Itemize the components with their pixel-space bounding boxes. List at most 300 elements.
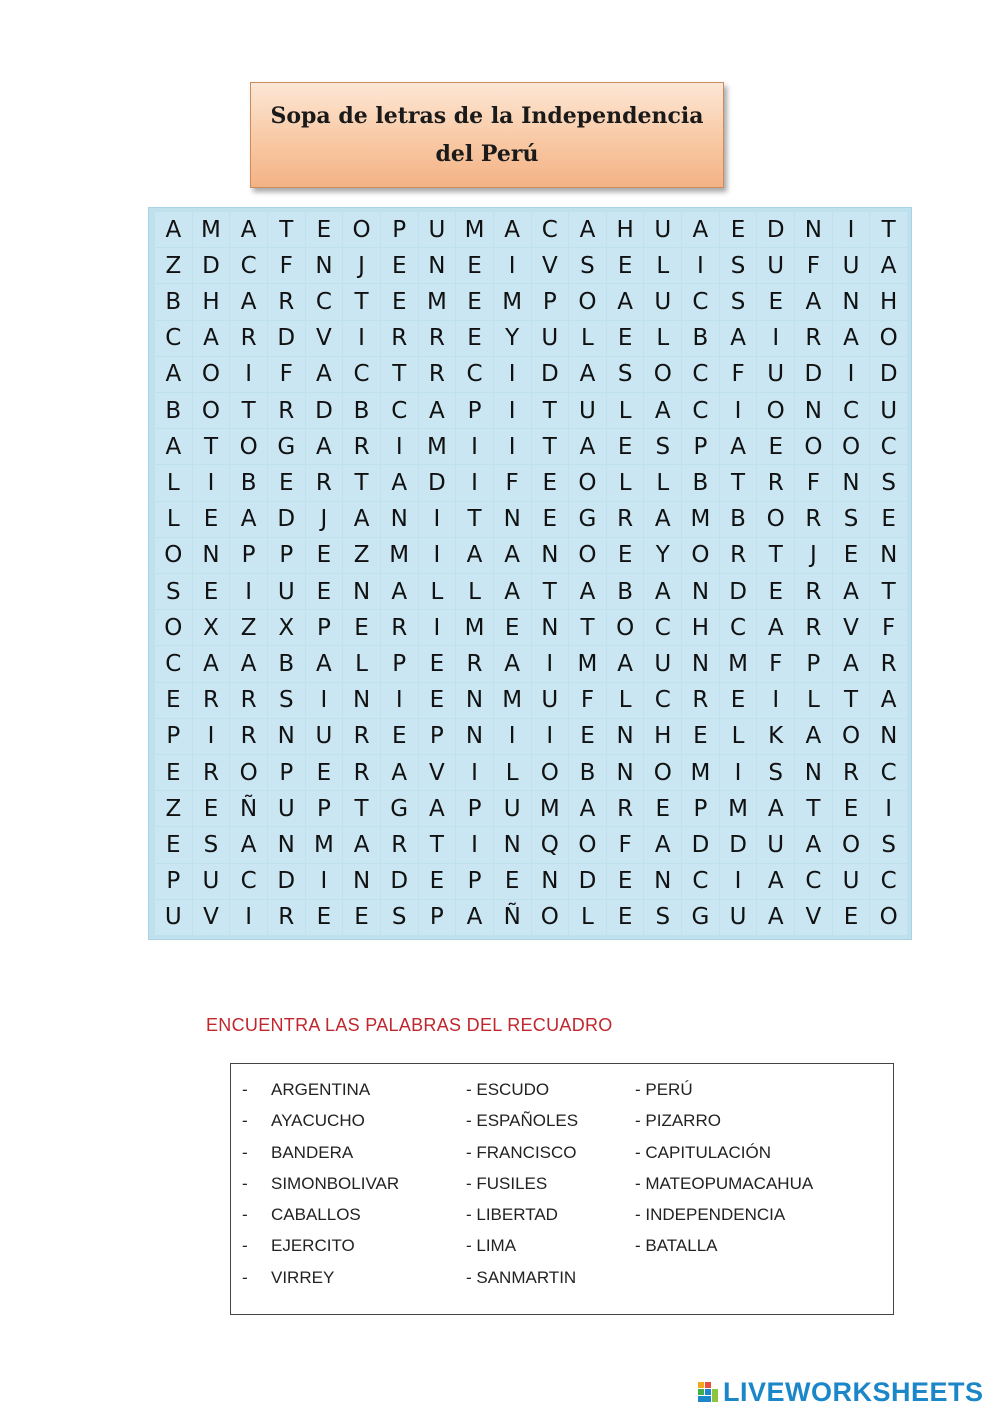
grid-cell[interactable]: E (343, 900, 380, 935)
grid-cell[interactable]: L (720, 719, 757, 754)
grid-cell[interactable]: N (682, 646, 719, 681)
grid-cell[interactable]: F (569, 683, 606, 718)
grid-cell[interactable]: R (193, 755, 230, 790)
grid-cell[interactable]: A (795, 827, 832, 862)
grid-cell[interactable]: A (381, 465, 418, 500)
grid-cell[interactable]: G (569, 502, 606, 537)
grid-cell[interactable]: R (268, 393, 305, 428)
grid-cell[interactable]: R (230, 719, 267, 754)
grid-cell[interactable]: D (268, 321, 305, 356)
grid-cell[interactable]: T (268, 212, 305, 247)
grid-cell[interactable]: E (833, 538, 870, 573)
grid-cell[interactable]: A (569, 574, 606, 609)
grid-cell[interactable]: N (870, 538, 907, 573)
grid-cell[interactable]: C (230, 864, 267, 899)
grid-cell[interactable]: C (532, 212, 569, 247)
grid-cell[interactable]: I (494, 357, 531, 392)
grid-cell[interactable]: T (532, 393, 569, 428)
grid-cell[interactable]: E (607, 538, 644, 573)
grid-cell[interactable]: E (193, 791, 230, 826)
grid-cell[interactable]: N (833, 284, 870, 319)
grid-cell[interactable]: L (644, 248, 681, 283)
grid-cell[interactable]: Q (532, 827, 569, 862)
grid-cell[interactable]: U (757, 827, 794, 862)
grid-cell[interactable]: I (381, 429, 418, 464)
grid-cell[interactable]: B (230, 465, 267, 500)
grid-cell[interactable]: O (343, 212, 380, 247)
grid-cell[interactable]: A (343, 502, 380, 537)
grid-cell[interactable]: R (607, 502, 644, 537)
grid-cell[interactable]: U (720, 900, 757, 935)
grid-cell[interactable]: U (193, 864, 230, 899)
grid-cell[interactable]: A (193, 646, 230, 681)
grid-cell[interactable]: N (607, 719, 644, 754)
word-search-grid[interactable] (148, 207, 912, 940)
grid-cell[interactable]: O (833, 429, 870, 464)
grid-cell[interactable]: P (795, 646, 832, 681)
grid-cell[interactable]: O (682, 538, 719, 573)
grid-cell[interactable]: R (870, 646, 907, 681)
grid-cell[interactable]: N (343, 864, 380, 899)
grid-cell[interactable]: I (870, 791, 907, 826)
grid-cell[interactable]: A (155, 212, 192, 247)
grid-cell[interactable]: V (795, 900, 832, 935)
grid-cell[interactable]: A (644, 574, 681, 609)
grid-cell[interactable]: I (494, 248, 531, 283)
grid-cell[interactable]: N (607, 755, 644, 790)
grid-cell[interactable]: E (456, 248, 493, 283)
grid-cell[interactable]: E (569, 719, 606, 754)
grid-cell[interactable]: I (494, 719, 531, 754)
grid-cell[interactable]: T (343, 791, 380, 826)
grid-cell[interactable]: Z (155, 248, 192, 283)
grid-cell[interactable]: M (720, 791, 757, 826)
grid-cell[interactable]: U (155, 900, 192, 935)
grid-cell[interactable]: T (419, 827, 456, 862)
grid-cell[interactable]: E (193, 502, 230, 537)
grid-cell[interactable]: E (268, 465, 305, 500)
grid-cell[interactable]: J (306, 502, 343, 537)
grid-cell[interactable]: O (155, 538, 192, 573)
grid-cell[interactable]: O (193, 393, 230, 428)
grid-cell[interactable]: A (494, 212, 531, 247)
grid-cell[interactable]: O (532, 755, 569, 790)
grid-cell[interactable]: R (268, 284, 305, 319)
grid-cell[interactable]: N (532, 864, 569, 899)
grid-cell[interactable]: O (193, 357, 230, 392)
grid-cell[interactable]: F (607, 827, 644, 862)
grid-cell[interactable]: M (494, 284, 531, 319)
grid-cell[interactable]: S (870, 465, 907, 500)
grid-cell[interactable]: O (833, 827, 870, 862)
grid-cell[interactable]: E (607, 900, 644, 935)
grid-cell[interactable]: E (155, 755, 192, 790)
grid-cell[interactable]: O (230, 755, 267, 790)
grid-cell[interactable]: R (682, 683, 719, 718)
grid-cell[interactable]: N (268, 827, 305, 862)
grid-cell[interactable]: F (494, 465, 531, 500)
grid-cell[interactable]: I (456, 429, 493, 464)
grid-cell[interactable]: U (569, 393, 606, 428)
grid-cell[interactable]: I (230, 574, 267, 609)
grid-cell[interactable]: A (230, 827, 267, 862)
grid-cell[interactable]: C (870, 864, 907, 899)
grid-cell[interactable]: A (456, 538, 493, 573)
grid-cell[interactable]: F (870, 610, 907, 645)
grid-cell[interactable]: A (569, 212, 606, 247)
grid-cell[interactable]: N (193, 538, 230, 573)
grid-cell[interactable]: M (193, 212, 230, 247)
grid-cell[interactable]: I (720, 755, 757, 790)
grid-cell[interactable]: N (381, 502, 418, 537)
grid-cell[interactable]: L (343, 646, 380, 681)
grid-cell[interactable]: T (230, 393, 267, 428)
grid-cell[interactable]: F (795, 248, 832, 283)
grid-cell[interactable]: T (870, 574, 907, 609)
grid-cell[interactable]: N (795, 212, 832, 247)
grid-cell[interactable]: Y (494, 321, 531, 356)
grid-cell[interactable]: R (381, 610, 418, 645)
grid-cell[interactable]: E (193, 574, 230, 609)
grid-cell[interactable]: A (757, 900, 794, 935)
grid-cell[interactable]: U (268, 574, 305, 609)
grid-cell[interactable]: R (230, 683, 267, 718)
grid-cell[interactable]: C (155, 646, 192, 681)
grid-cell[interactable]: A (230, 284, 267, 319)
grid-cell[interactable]: C (644, 610, 681, 645)
grid-cell[interactable]: N (870, 719, 907, 754)
grid-cell[interactable]: S (644, 429, 681, 464)
grid-cell[interactable]: E (155, 827, 192, 862)
grid-cell[interactable]: S (757, 755, 794, 790)
grid-cell[interactable]: R (343, 429, 380, 464)
grid-cell[interactable]: A (569, 357, 606, 392)
grid-cell[interactable]: S (720, 248, 757, 283)
grid-cell[interactable]: D (419, 465, 456, 500)
grid-cell[interactable]: L (644, 465, 681, 500)
grid-cell[interactable]: V (419, 755, 456, 790)
grid-cell[interactable]: R (419, 357, 456, 392)
grid-cell[interactable]: E (306, 212, 343, 247)
grid-cell[interactable]: I (193, 719, 230, 754)
grid-cell[interactable]: V (532, 248, 569, 283)
grid-cell[interactable]: L (569, 900, 606, 935)
grid-cell[interactable]: J (343, 248, 380, 283)
grid-cell[interactable]: Y (644, 538, 681, 573)
grid-cell[interactable]: R (419, 321, 456, 356)
grid-cell[interactable]: F (268, 248, 305, 283)
grid-cell[interactable]: E (494, 864, 531, 899)
grid-cell[interactable]: R (343, 755, 380, 790)
grid-cell[interactable]: R (757, 465, 794, 500)
grid-cell[interactable]: T (833, 683, 870, 718)
grid-cell[interactable]: A (343, 827, 380, 862)
grid-cell[interactable]: A (306, 429, 343, 464)
grid-cell[interactable]: S (193, 827, 230, 862)
grid-cell[interactable]: A (870, 248, 907, 283)
grid-cell[interactable]: N (419, 248, 456, 283)
grid-cell[interactable]: N (268, 719, 305, 754)
grid-cell[interactable]: C (682, 864, 719, 899)
grid-cell[interactable]: R (193, 683, 230, 718)
grid-cell[interactable]: L (456, 574, 493, 609)
grid-cell[interactable]: E (644, 791, 681, 826)
grid-cell[interactable]: A (833, 646, 870, 681)
grid-cell[interactable]: A (870, 683, 907, 718)
grid-cell[interactable]: Ñ (494, 900, 531, 935)
grid-cell[interactable]: I (494, 393, 531, 428)
grid-cell[interactable]: E (419, 864, 456, 899)
grid-cell[interactable]: I (381, 683, 418, 718)
grid-cell[interactable]: A (644, 393, 681, 428)
grid-cell[interactable]: N (532, 538, 569, 573)
grid-cell[interactable]: N (795, 393, 832, 428)
grid-cell[interactable]: T (532, 429, 569, 464)
grid-cell[interactable]: P (230, 538, 267, 573)
grid-cell[interactable]: O (569, 827, 606, 862)
grid-cell[interactable]: I (456, 827, 493, 862)
grid-cell[interactable]: U (644, 212, 681, 247)
grid-cell[interactable]: E (381, 248, 418, 283)
grid-cell[interactable]: U (833, 248, 870, 283)
grid-cell[interactable]: O (870, 900, 907, 935)
grid-cell[interactable]: T (720, 465, 757, 500)
grid-cell[interactable]: U (268, 791, 305, 826)
grid-cell[interactable]: A (720, 429, 757, 464)
grid-cell[interactable]: O (870, 321, 907, 356)
grid-cell[interactable]: S (381, 900, 418, 935)
grid-cell[interactable]: O (569, 538, 606, 573)
grid-cell[interactable]: C (870, 755, 907, 790)
grid-cell[interactable]: I (532, 646, 569, 681)
grid-cell[interactable]: V (833, 610, 870, 645)
grid-cell[interactable]: T (343, 465, 380, 500)
grid-cell[interactable]: T (870, 212, 907, 247)
grid-cell[interactable]: P (155, 864, 192, 899)
grid-cell[interactable]: E (607, 248, 644, 283)
grid-cell[interactable]: P (532, 284, 569, 319)
grid-cell[interactable]: E (607, 864, 644, 899)
grid-cell[interactable]: T (193, 429, 230, 464)
grid-cell[interactable]: Ñ (230, 791, 267, 826)
grid-cell[interactable]: F (795, 465, 832, 500)
grid-cell[interactable]: I (230, 357, 267, 392)
grid-cell[interactable]: S (833, 502, 870, 537)
grid-cell[interactable]: U (494, 791, 531, 826)
grid-cell[interactable]: N (795, 755, 832, 790)
grid-cell[interactable]: A (155, 357, 192, 392)
grid-cell[interactable]: F (720, 357, 757, 392)
grid-cell[interactable]: L (419, 574, 456, 609)
grid-cell[interactable]: L (155, 502, 192, 537)
grid-cell[interactable]: E (833, 791, 870, 826)
grid-cell[interactable]: R (456, 646, 493, 681)
grid-cell[interactable]: N (494, 827, 531, 862)
grid-cell[interactable]: E (494, 610, 531, 645)
grid-cell[interactable]: P (682, 791, 719, 826)
grid-cell[interactable]: J (795, 538, 832, 573)
grid-cell[interactable]: I (456, 755, 493, 790)
grid-cell[interactable]: L (155, 465, 192, 500)
grid-cell[interactable]: P (456, 791, 493, 826)
grid-cell[interactable]: E (419, 646, 456, 681)
grid-cell[interactable]: C (644, 683, 681, 718)
grid-cell[interactable]: S (870, 827, 907, 862)
grid-cell[interactable]: E (306, 538, 343, 573)
grid-cell[interactable]: H (870, 284, 907, 319)
grid-cell[interactable]: I (419, 610, 456, 645)
grid-cell[interactable]: A (419, 393, 456, 428)
grid-cell[interactable]: R (381, 321, 418, 356)
grid-cell[interactable]: I (230, 900, 267, 935)
grid-cell[interactable]: S (268, 683, 305, 718)
grid-cell[interactable]: U (870, 393, 907, 428)
grid-cell[interactable]: S (155, 574, 192, 609)
grid-cell[interactable]: B (607, 574, 644, 609)
grid-cell[interactable]: R (230, 321, 267, 356)
grid-cell[interactable]: A (230, 212, 267, 247)
grid-cell[interactable]: I (456, 465, 493, 500)
grid-cell[interactable]: A (155, 429, 192, 464)
grid-cell[interactable]: M (381, 538, 418, 573)
grid-cell[interactable]: A (494, 646, 531, 681)
grid-cell[interactable]: A (569, 791, 606, 826)
grid-cell[interactable]: E (757, 574, 794, 609)
grid-cell[interactable]: D (682, 827, 719, 862)
grid-cell[interactable]: O (569, 465, 606, 500)
grid-cell[interactable]: E (720, 683, 757, 718)
grid-cell[interactable]: A (682, 212, 719, 247)
grid-cell[interactable]: A (230, 502, 267, 537)
grid-cell[interactable]: N (682, 574, 719, 609)
grid-cell[interactable]: E (757, 429, 794, 464)
grid-cell[interactable]: I (833, 212, 870, 247)
grid-cell[interactable]: N (456, 683, 493, 718)
grid-cell[interactable]: A (757, 864, 794, 899)
grid-cell[interactable]: U (532, 683, 569, 718)
grid-cell[interactable]: E (607, 321, 644, 356)
grid-cell[interactable]: C (343, 357, 380, 392)
grid-cell[interactable]: M (532, 791, 569, 826)
grid-cell[interactable]: C (381, 393, 418, 428)
grid-cell[interactable]: A (644, 827, 681, 862)
grid-cell[interactable]: I (419, 502, 456, 537)
grid-cell[interactable]: H (682, 610, 719, 645)
grid-cell[interactable]: T (569, 610, 606, 645)
grid-cell[interactable]: G (682, 900, 719, 935)
grid-cell[interactable]: R (306, 465, 343, 500)
grid-cell[interactable]: P (456, 393, 493, 428)
grid-cell[interactable]: U (644, 646, 681, 681)
grid-cell[interactable]: R (268, 900, 305, 935)
grid-cell[interactable]: C (870, 429, 907, 464)
grid-cell[interactable]: S (644, 900, 681, 935)
grid-cell[interactable]: C (682, 357, 719, 392)
grid-cell[interactable]: A (456, 900, 493, 935)
grid-cell[interactable]: L (607, 683, 644, 718)
grid-cell[interactable]: C (682, 284, 719, 319)
grid-cell[interactable]: P (268, 538, 305, 573)
grid-cell[interactable]: A (230, 646, 267, 681)
grid-cell[interactable]: H (644, 719, 681, 754)
grid-cell[interactable]: O (833, 719, 870, 754)
grid-cell[interactable]: D (268, 864, 305, 899)
grid-cell[interactable]: L (569, 321, 606, 356)
grid-cell[interactable]: P (268, 755, 305, 790)
grid-cell[interactable]: C (720, 610, 757, 645)
grid-cell[interactable]: I (833, 357, 870, 392)
grid-cell[interactable]: A (607, 284, 644, 319)
grid-cell[interactable]: E (532, 465, 569, 500)
grid-cell[interactable]: I (306, 864, 343, 899)
grid-cell[interactable]: C (833, 393, 870, 428)
grid-cell[interactable]: N (532, 610, 569, 645)
grid-cell[interactable]: B (155, 284, 192, 319)
grid-cell[interactable]: E (381, 719, 418, 754)
grid-cell[interactable]: N (494, 502, 531, 537)
grid-cell[interactable]: R (381, 827, 418, 862)
grid-cell[interactable]: Z (230, 610, 267, 645)
grid-cell[interactable]: N (456, 719, 493, 754)
grid-cell[interactable]: N (644, 864, 681, 899)
grid-cell[interactable]: M (419, 284, 456, 319)
grid-cell[interactable]: A (193, 321, 230, 356)
grid-cell[interactable]: U (833, 864, 870, 899)
grid-cell[interactable]: Z (155, 791, 192, 826)
grid-cell[interactable]: R (795, 574, 832, 609)
grid-cell[interactable]: C (155, 321, 192, 356)
grid-cell[interactable]: U (532, 321, 569, 356)
grid-cell[interactable]: B (268, 646, 305, 681)
grid-cell[interactable]: T (343, 284, 380, 319)
grid-cell[interactable]: A (757, 610, 794, 645)
grid-cell[interactable]: G (268, 429, 305, 464)
grid-cell[interactable]: N (343, 574, 380, 609)
grid-cell[interactable]: L (494, 755, 531, 790)
grid-cell[interactable]: L (607, 465, 644, 500)
grid-cell[interactable]: O (230, 429, 267, 464)
grid-cell[interactable]: B (682, 321, 719, 356)
grid-cell[interactable]: O (607, 610, 644, 645)
grid-cell[interactable]: E (456, 321, 493, 356)
grid-cell[interactable]: O (795, 429, 832, 464)
grid-cell[interactable]: S (607, 357, 644, 392)
grid-cell[interactable]: A (381, 755, 418, 790)
grid-cell[interactable]: C (795, 864, 832, 899)
grid-cell[interactable]: I (757, 683, 794, 718)
grid-cell[interactable]: I (532, 719, 569, 754)
grid-cell[interactable]: M (682, 502, 719, 537)
grid-cell[interactable]: R (343, 719, 380, 754)
grid-cell[interactable]: V (193, 900, 230, 935)
grid-cell[interactable]: E (456, 284, 493, 319)
grid-cell[interactable]: B (569, 755, 606, 790)
grid-cell[interactable]: C (230, 248, 267, 283)
grid-cell[interactable]: H (607, 212, 644, 247)
grid-cell[interactable]: H (193, 284, 230, 319)
grid-cell[interactable]: I (720, 864, 757, 899)
grid-cell[interactable]: X (193, 610, 230, 645)
grid-cell[interactable]: P (306, 610, 343, 645)
grid-cell[interactable]: M (306, 827, 343, 862)
grid-cell[interactable]: E (720, 212, 757, 247)
grid-cell[interactable]: I (306, 683, 343, 718)
grid-cell[interactable]: P (419, 900, 456, 935)
grid-cell[interactable]: C (456, 357, 493, 392)
grid-cell[interactable]: M (494, 683, 531, 718)
grid-cell[interactable]: P (682, 429, 719, 464)
grid-cell[interactable]: A (795, 719, 832, 754)
